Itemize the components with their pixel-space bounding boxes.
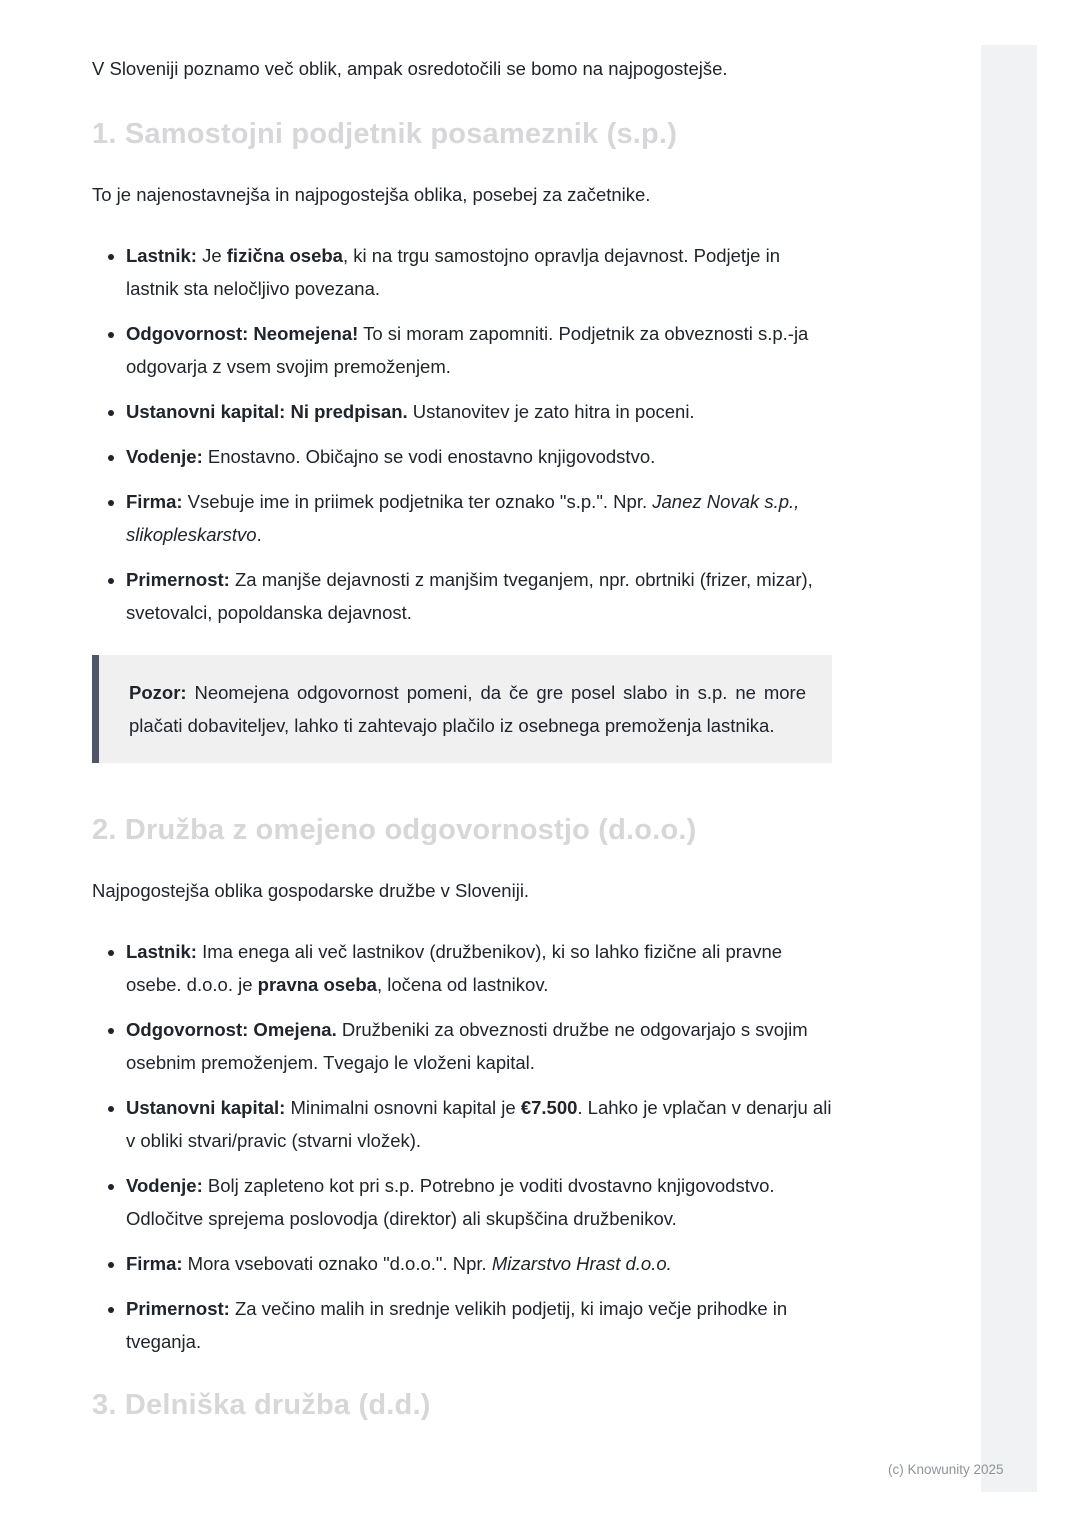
text-run: Firma: [126,491,183,512]
text-run: Lastnik: [126,941,197,962]
bullet-list-sp [92,239,832,629]
text-run: Primernost: [126,569,230,590]
text-run: Mizarstvo Hrast d.o.o. [491,1253,672,1274]
section-dd [92,1388,832,1422]
text-run: Odgovornost: Neomejena! [126,323,359,344]
list-item [126,563,832,629]
list-item [126,1013,832,1079]
list-item [126,935,832,1001]
list-item [126,485,832,551]
bullet-list-doo [92,935,832,1358]
text-run: Ustanovni kapital: [126,1097,286,1118]
text-run: Za manjše dejavnosti z manjšim tveganjem, npr. obrtniki (frizer, mizar), svetovalci, popoldanska dejavnost. [126,569,813,623]
callout-box [92,655,832,763]
list-item [126,1169,832,1235]
intro-paragraph: V Sloveniji poznamo več oblik, ampak osredotočili se bomo na najpogostejše. [92,58,728,79]
text-run: Vodenje: [126,1175,203,1196]
text-run: Ustanovni kapital: Ni predpisan. [126,401,408,422]
list-item [126,395,832,428]
text-run: Odgovornost: Omejena. [126,1019,337,1040]
list-item [126,440,832,473]
list-item [126,317,832,383]
text-run: Firma: [126,1253,183,1274]
text-run: . Lahko je vplačan v denarju ali v obliki stvari/pravic (stvarni vložek). [126,1097,832,1151]
copyright-watermark: (c) Knowunity 2025 [888,1462,1004,1477]
text-run: To si moram zapomniti. Podjetnik za obveznosti s.p.-ja odgovarja z vsem svojim premoženjem. [126,323,809,377]
section-heading-doo: 2. Družba z omejeno odgovornostjo (d.o.o.) [92,814,697,846]
list-item [126,1292,832,1358]
section-sp [92,117,832,763]
text-run: Za večino malih in srednje velikih podjetij, ki imajo večje prihodke in tveganja. [126,1298,788,1352]
text-run: , ločena od lastnikov. [376,974,549,995]
text-run: Bolj zapleteno kot pri s.p. Potrebno je voditi dvostavno knjigovodstvo. Odločitve sprejema poslovodja (direktor) ali skupščina družbenikov. [126,1175,775,1229]
text-run: Lastnik: [126,245,197,266]
text-run: . [256,524,262,545]
text-run: fizična oseba [226,245,343,266]
text-run: €7.500 [520,1097,578,1118]
section-lead-doo: Najpogostejša oblika gospodarske družbe v Sloveniji. [92,880,530,901]
text-run: Vsebuje ime in priimek podjetnika ter oznako "s.p.". Npr. [182,491,653,512]
callout-text [129,676,806,742]
list-item [126,1247,832,1280]
text-run: , ki na trgu samostojno opravlja dejavnost. Podjetje in lastnik sta neločljivo povezana. [126,245,781,299]
section-heading-sp: 1. Samostojni podjetnik posameznik (s.p.) [92,118,678,150]
text-run: pravna oseba [257,974,377,995]
section-lead-sp: To je najenostavnejša in najpogostejša oblika, posebej za začetnike. [92,184,651,205]
text-run: Družbeniki za obveznosti družbe ne odgovarjajo s svojim osebnim premoženjem. Tvegajo le vloženi kapital. [126,1019,808,1073]
text-run: Ima enega ali več lastnikov (družbenikov), ki so lahko fizične ali pravne osebe. d.o.o. je [126,941,783,995]
text-run: Ustanovitev je zato hitra in poceni. [407,401,695,422]
document-content [92,0,832,1422]
text-run: Je [196,245,227,266]
section-doo [92,813,832,1358]
text-run: Mora vsebovati oznako "d.o.o.". Npr. [182,1253,492,1274]
scrollbar-track[interactable] [981,45,1037,1492]
text-run: Neomejena odgovornost pomeni, da če gre posel slabo in s.p. ne more plačati dobaviteljev, lahko ti zahtevajo plačilo iz osebnega premoženja lastnika. [129,682,806,736]
text-run: Minimalni osnovni kapital je [285,1097,521,1118]
text-run: Enostavno. Običajno se vodi enostavno knjigovodstvo. [202,446,656,467]
list-item [126,239,832,305]
text-run: Vodenje: [126,446,203,467]
list-item [126,1091,832,1157]
text-run: Pozor: [129,682,187,703]
text-run: Janez Novak s.p., slikopleskarstvo [126,491,800,545]
text-run: Primernost: [126,1298,230,1319]
section-heading-dd: 3. Delniška družba (d.d.) [92,1389,431,1421]
